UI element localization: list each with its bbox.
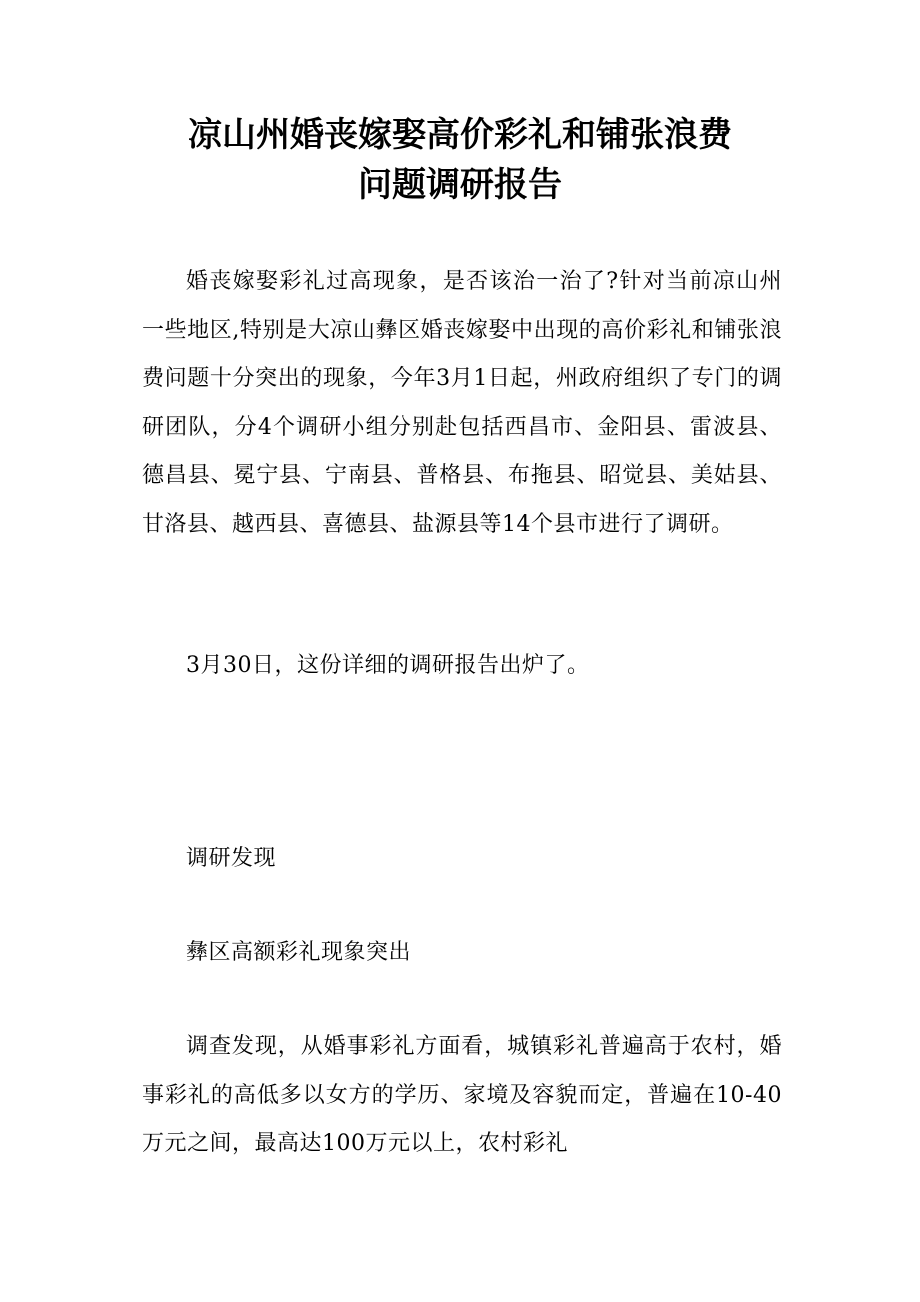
document-title-line-2: 问题调研报告	[358, 165, 562, 205]
date-paragraph: 3月30日，这份详细的调研报告出炉了。	[186, 653, 590, 678]
section-heading: 调研发现	[186, 846, 277, 871]
intro-paragraph: 婚丧嫁娶彩礼过高现象，是否该治一治了?针对当前凉山州一些地区,特别是大凉山彝区婚丧嫁娶中出现的高价彩礼和铺张浪费问题十分突出的现象，今年3月1日起，州政府组织了专门的调研团队，分4个调研小组分别赴包括西昌市、金阳县、雷波县、德昌县、冕宁县、宁南县、普格县、布拖县、昭觉县、美姑县、甘洛县、越西县、喜德县、盐源县等14个县市进行了调研。	[142, 269, 782, 537]
document-title-line-1: 凉山州婚丧嫁娶高价彩礼和铺张浪费	[188, 115, 732, 155]
subsection-heading: 彝区高额彩礼现象突出	[186, 940, 412, 965]
survey-paragraph: 调查发现，从婚事彩礼方面看，城镇彩礼普遍高于农村，婚事彩礼的高低多以女方的学历、家境及容貌而定，普遍在10-40万元之间，最高达100万元以上，农村彩礼	[142, 1034, 782, 1156]
